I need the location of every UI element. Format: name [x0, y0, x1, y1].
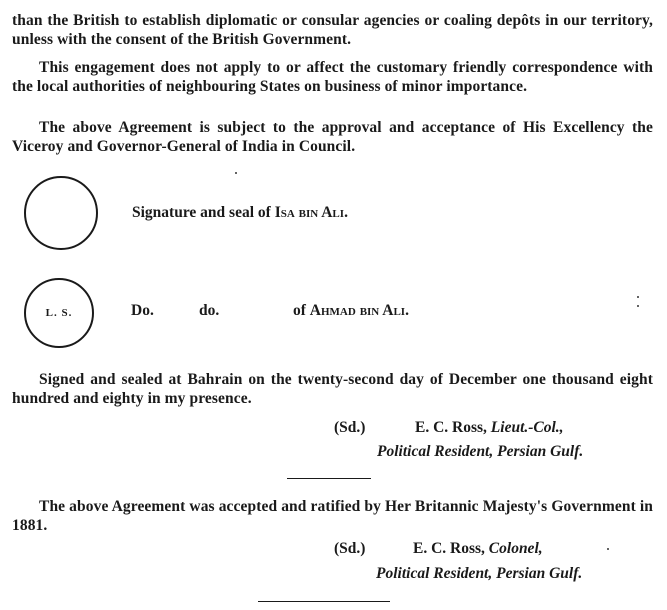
print-speck [637, 296, 639, 298]
signature-line-isa-bin-ali [132, 203, 348, 222]
attester-rank: Colonel, [488, 540, 543, 557]
attester-office: Political Resident, Persian Gulf. [377, 443, 584, 460]
seal-circle-ls [24, 278, 94, 348]
paragraph-approval-viceroy: The above Agreement is subject to the approval and acceptance of His Excellency the Viceroy and Governor-General of India in Council. [12, 119, 653, 155]
signatory-name-isa-bin-ali: Isa bin Ali [274, 204, 345, 221]
print-speck [637, 305, 639, 307]
ditto-do: Do. [131, 302, 154, 319]
paragraph-consular-agencies: than the British to establish diplomatic or consular agencies or coaling depôts in our territory, unless with the consent of the British Government. [12, 12, 653, 48]
punctuation: . [405, 302, 409, 319]
signature-line-ahmad-bin-ali [293, 301, 409, 320]
print-speck [607, 548, 609, 550]
seal-ls-text: L. S. [45, 306, 73, 319]
attestation-name-line [413, 539, 543, 558]
signature-label: Signature and seal of [132, 204, 275, 221]
paragraph-ratified: The above Agreement was accepted and ratified by Her Britannic Majesty's Government in 1881. [12, 498, 653, 534]
attester-name: E. C. Ross, [413, 540, 485, 557]
sd-mark: (Sd.) [334, 540, 366, 557]
ditto-do-lower: do. [199, 302, 220, 319]
sd-mark: (Sd.) [334, 419, 366, 436]
paragraph-signed-and-sealed: Signed and sealed at Bahrain on the twenty-second day of December one thousand eight hundred and eighty in my presence. [12, 371, 653, 407]
signature-label: of [293, 302, 310, 319]
attestation-name-line [415, 418, 564, 437]
attester-office: Political Resident, Persian Gulf. [376, 565, 583, 582]
paragraph-customary-correspondence: This engagement does not apply to or affect the customary friendly correspondence with the local authorities of neighbouring States on business of minor importance. [12, 59, 653, 95]
section-divider [287, 478, 371, 479]
section-divider [258, 601, 390, 602]
attester-rank: Lieut.-Col., [490, 419, 564, 436]
punctuation: . [344, 204, 348, 221]
print-speck [235, 172, 237, 174]
attester-name: E. C. Ross, [415, 419, 487, 436]
signatory-name-ahmad-bin-ali: Ahmad bin Ali [309, 302, 406, 319]
seal-circle-isa-bin-ali [24, 176, 98, 250]
